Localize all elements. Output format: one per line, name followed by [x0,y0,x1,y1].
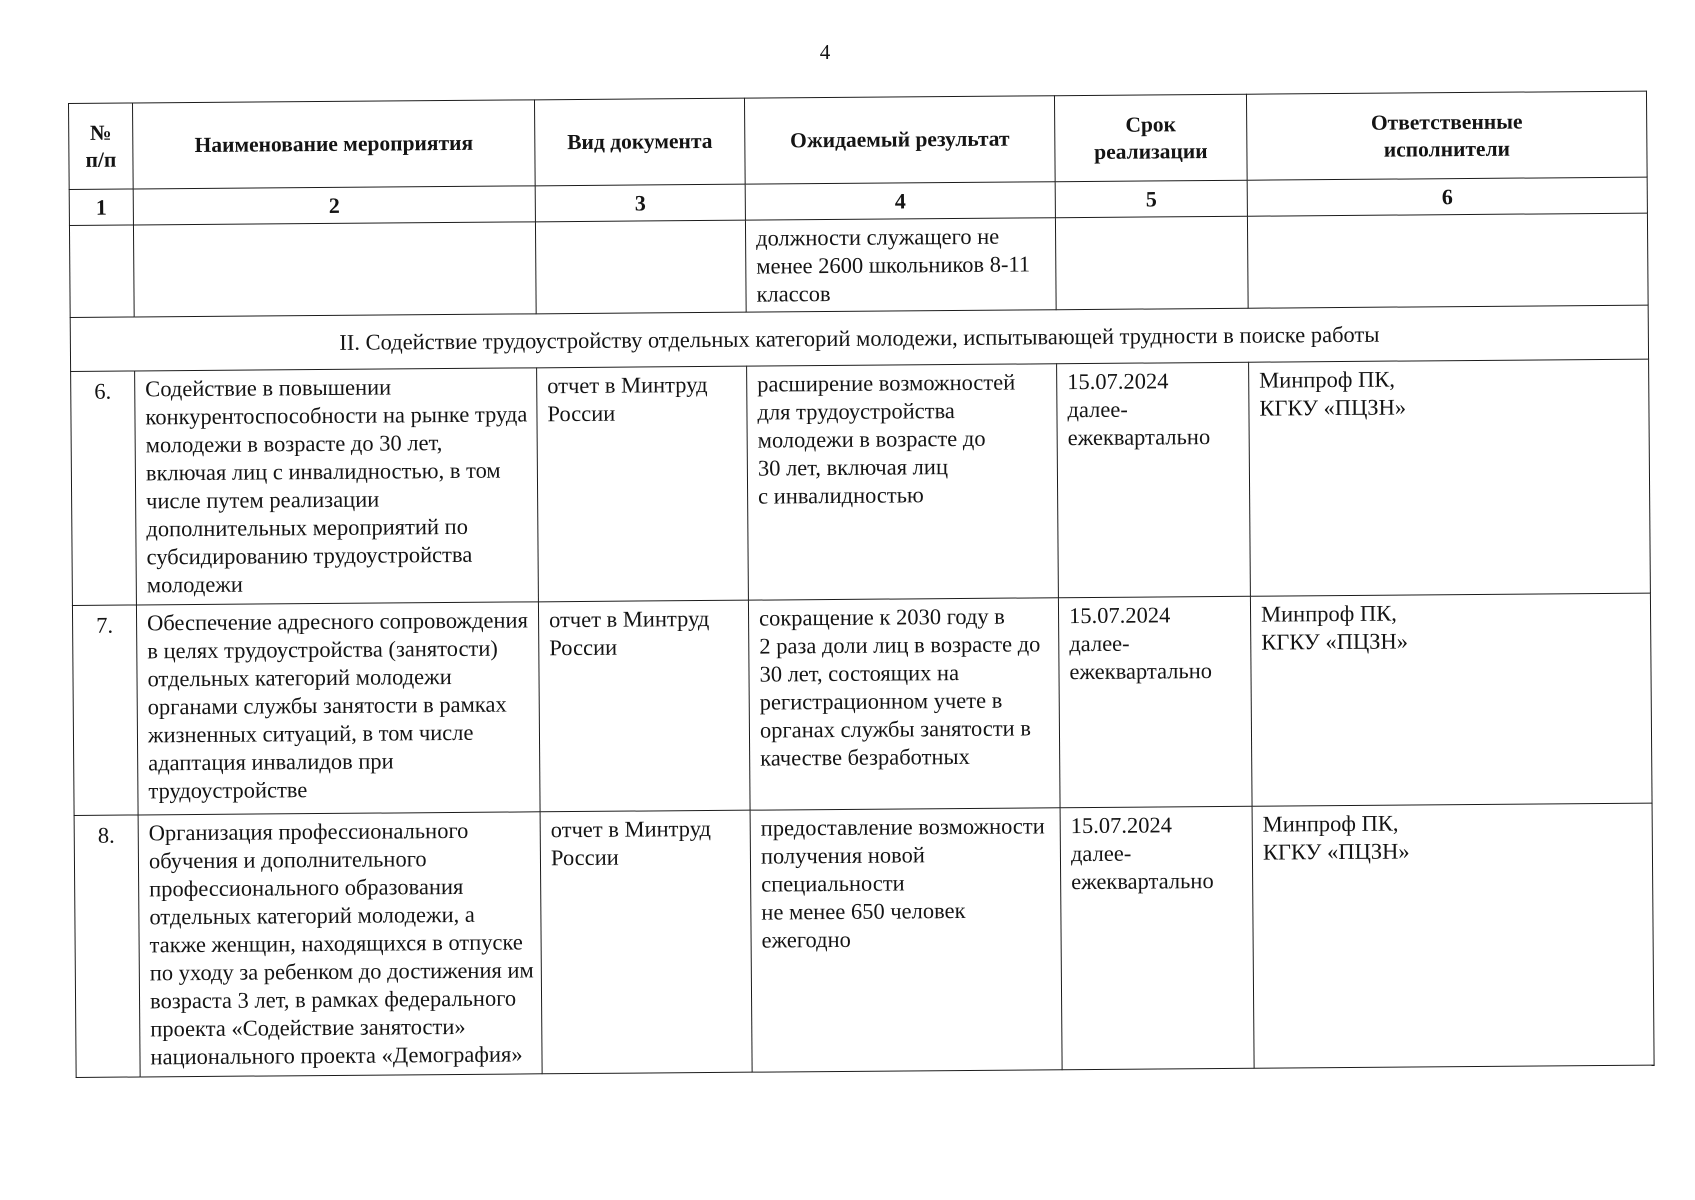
header-document-type: Вид документа [534,98,745,186]
event-name-cell: Организация профессионального обучения и дополнительного профессионального образования отдельных категорий молодежи, а также женщин, находящихся в отпуске по уходу за ребенком до достижения им возраста 3 лет, в рамках федерального проекта «Содействие занятости» национального проекта «Демография» [138,812,542,1077]
executors-cell: Минпроф ПК, КГКУ «ПЦЗН» [1252,803,1654,1068]
table-row [74,803,1654,1077]
header-executors: Ответственные исполнители [1246,91,1647,180]
deadline-cell: 15.07.2024 далее- ежеквартально [1057,362,1251,598]
executors-cell: Минпроф ПК, КГКУ «ПЦЗН» [1250,593,1652,806]
event-name-cell: Обеспечение адресного сопровождения в целях трудоустройства (занятости) отдельных категорий молодежи органами службы занятости в рамках жизненных ситуаций, в том числе адаптация инвалидов при трудоустройстве [136,602,540,815]
empty-cell [133,222,536,317]
document-type-cell: отчет в Минтруд России [537,366,749,602]
action-plan-table [68,91,1655,1078]
empty-cell [1247,213,1648,308]
table-row [72,593,1652,815]
expected-result-cell: расширение возможностей для трудоустройства молодежи в возрасте до 30 лет, включая лиц с инвалидностью [747,364,1059,600]
row-number: 7. [72,605,138,815]
header-number: № п/п [69,103,134,190]
row-number: 8. [74,815,140,1077]
expected-result-cell: сокращение к 2030 году в 2 раза доли лиц в возрасте до 30 лет, состоящих на регистрационном учете в органах службы занятости в качестве безработных [748,598,1060,810]
column-number: 1 [69,189,133,226]
document-type-cell: отчет в Минтруд России [538,600,750,812]
table-row [71,359,1651,605]
header-deadline: Срок реализации [1054,94,1247,182]
continuation-row [69,213,1648,317]
empty-cell [535,220,746,314]
header-expected-result: Ожидаемый результат [744,96,1055,184]
column-number: 5 [1055,180,1247,218]
document-type-cell: отчет в Минтруд России [540,810,752,1074]
deadline-cell: 15.07.2024 далее- ежеквартально [1058,596,1252,808]
empty-cell [69,225,134,317]
column-number: 3 [535,184,745,222]
header-event-name: Наименование мероприятия [133,100,536,189]
event-name-cell: Содействие в повышении конкурентоспособности на рынке труда молодежи в возрасте до 30 лет, включая лиц с инвалидностью, в том числе путем реализации дополнительных мероприятий по субсидированию трудоустройства молодежи [135,368,539,605]
column-number: 4 [745,182,1055,220]
executors-cell: Минпроф ПК, КГКУ «ПЦЗН» [1249,359,1651,596]
page-number: 4 [819,40,831,64]
column-number: 6 [1247,177,1647,216]
expected-result-cell: предоставление возможности получения новой специальности не менее 650 человек ежегодно [750,808,1062,1072]
header-row [69,91,1648,189]
section-title: II. Содействие трудоустройству отдельных категорий молодежи, испытывающей трудности в поиске работы [70,305,1648,371]
empty-cell [1055,216,1248,310]
column-number: 2 [133,186,535,225]
row-number: 6. [71,371,137,605]
deadline-cell: 15.07.2024 далее- ежеквартально [1060,806,1254,1069]
expected-result-cell: должности служащего не менее 2600 школьников 8-11 классов [745,218,1056,312]
